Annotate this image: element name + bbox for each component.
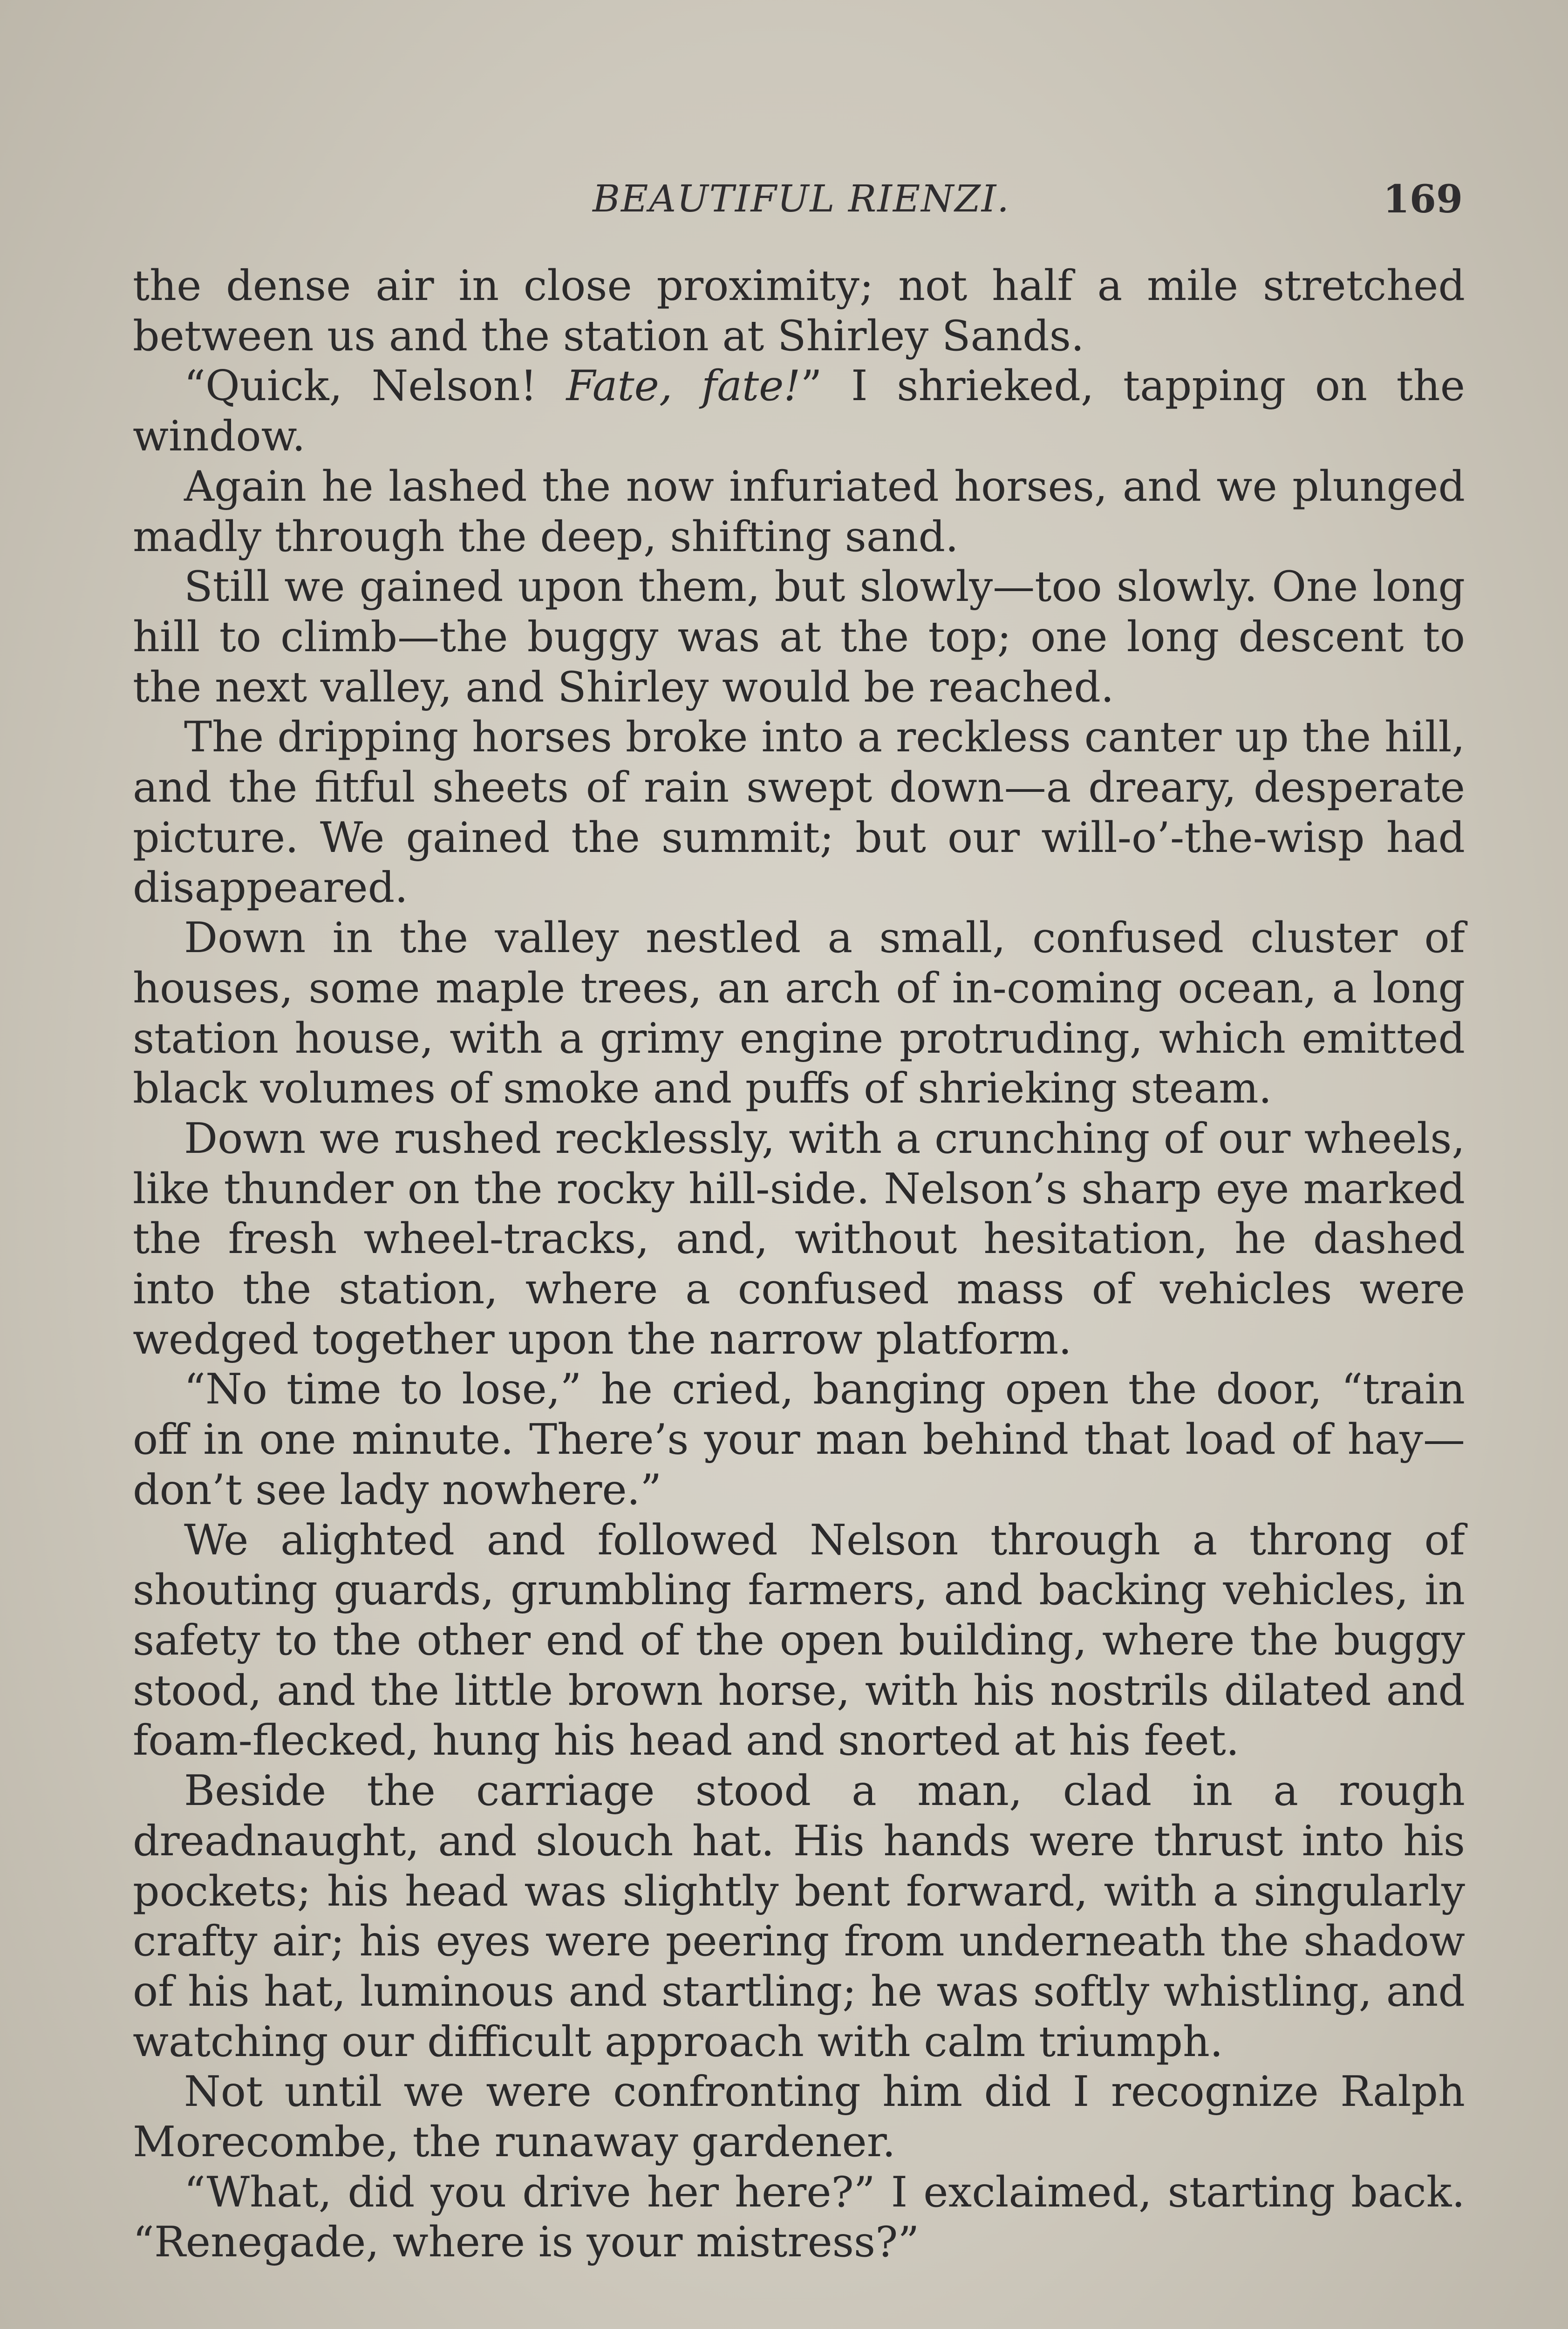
paragraph: We alighted and followed Nelson through a throng of shouting guards, grumbling farmers, and backing vehicles, in safety to the other end of the open building, where the buggy stood, and the little brown horse, with his nostrils dilated and foam-flecked, hung his head and snorted at his feet. [133,1515,1465,1765]
paragraph: the dense air in close proximity; not half a mile stretched between us and the station at Shirley Sands. [133,261,1465,361]
paragraph: Beside the carriage stood a man, clad in a rough dreadnaught, and slouch hat. His hands were thrust into his pockets; his head was slightly bent forward, with a singularly crafty air; his eyes were peering from underneath the shadow of his hat, luminous and startling; he was softly whistling, and watching our difficult approach with calm triumph. [133,1766,1465,2066]
running-head [140,177,1463,238]
paragraph: The dripping horses broke into a reckless canter up the hill, and the fitful sheets of rain swept down—a dreary, desperate picture. We gained the summit; but our will-o’-the-wisp had disappeared. [133,713,1465,913]
paragraph: Not until we were confronting him did I recognize Ralph Morecombe, the runaway gardener. [133,2067,1465,2167]
paragraph: “What, did you drive her here?” I exclaimed, starting back. “Renegade, where is your mistress?” [133,2167,1465,2267]
paragraph [133,361,1465,461]
running-title: BEAUTIFUL RIENZI. [593,177,1010,220]
paragraph: Down in the valley nestled a small, confused cluster of houses, some maple trees, an arch of in-coming ocean, a long station house, with a grimy engine protruding, which emitted black volumes of smoke and puffs of shrieking steam. [133,913,1465,1113]
paragraph: Down we rushed recklessly, with a crunching of our wheels, like thunder on the rocky hill-side. Nelson’s sharp eye marked the fresh wheel-tracks, and, without hesitation, he dashed into the station, where a confused mass of vehicles were wedged together upon the narrow platform. [133,1114,1465,1364]
paragraph-text: “Quick, Nelson! [184,361,566,411]
body-text [133,261,1465,2268]
paragraph: Still we gained upon them, but slowly—too slowly. One long hill to climb—the buggy was at the top; one long descent to the next valley, and Shirley would be reached. [133,562,1465,712]
page-number: 169 [1383,177,1463,222]
paragraph: “No time to lose,” he cried, banging open the door, “train off in one minute. There’s your man behind that load of hay—don’t see lady nowhere.” [133,1365,1465,1514]
paragraph: Again he lashed the now infuriated horses, and we plunged madly through the deep, shifting sand. [133,462,1465,561]
italic-phrase: Fate, fate! [566,361,801,411]
paragraph-text: ” I shrieked, tapping on the window. [133,361,1465,461]
